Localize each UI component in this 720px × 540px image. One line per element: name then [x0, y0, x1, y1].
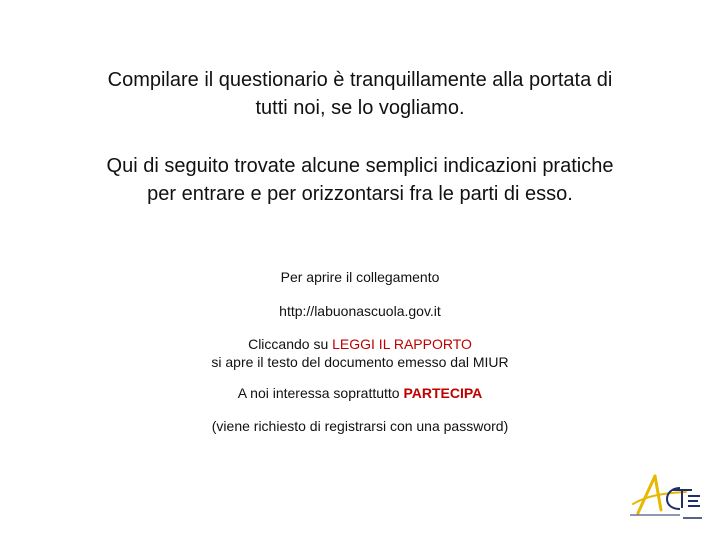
intro-paragraph-2: [40, 152, 680, 208]
intro-line-4: per entrare e per orizzontarsi fra le parti di esso.: [147, 183, 573, 205]
participate-label: PARTECIPA: [403, 385, 483, 401]
intro-line-1: Compilare il questionario è tranquillamente alla portata di: [107, 69, 613, 91]
intro-line-2: tutti noi, se lo vogliamo.: [255, 97, 465, 119]
interest-prefix: A noi interessa soprattutto: [237, 385, 404, 401]
logo-brand-text: [628, 470, 704, 524]
site-url-link[interactable]: http://labuonascuola.gov.it: [279, 303, 441, 319]
click-result: si apre il testo del documento emesso dal MIUR: [211, 354, 509, 370]
acte-logo: [628, 470, 704, 524]
click-prefix: Cliccando su: [248, 336, 333, 352]
intro-line-3: Qui di seguito trovate alcune semplici indicazioni pratiche: [106, 155, 614, 177]
open-link-instruction: Per aprire il collegamento: [280, 269, 440, 285]
read-report-label: LEGGI IL RAPPORTO: [332, 336, 472, 352]
participate-instruction: [60, 384, 660, 402]
intro-paragraph-1: [40, 66, 680, 122]
registration-note: (viene richiesto di registrarsi con una password): [211, 418, 509, 434]
read-report-instruction: [60, 335, 660, 371]
